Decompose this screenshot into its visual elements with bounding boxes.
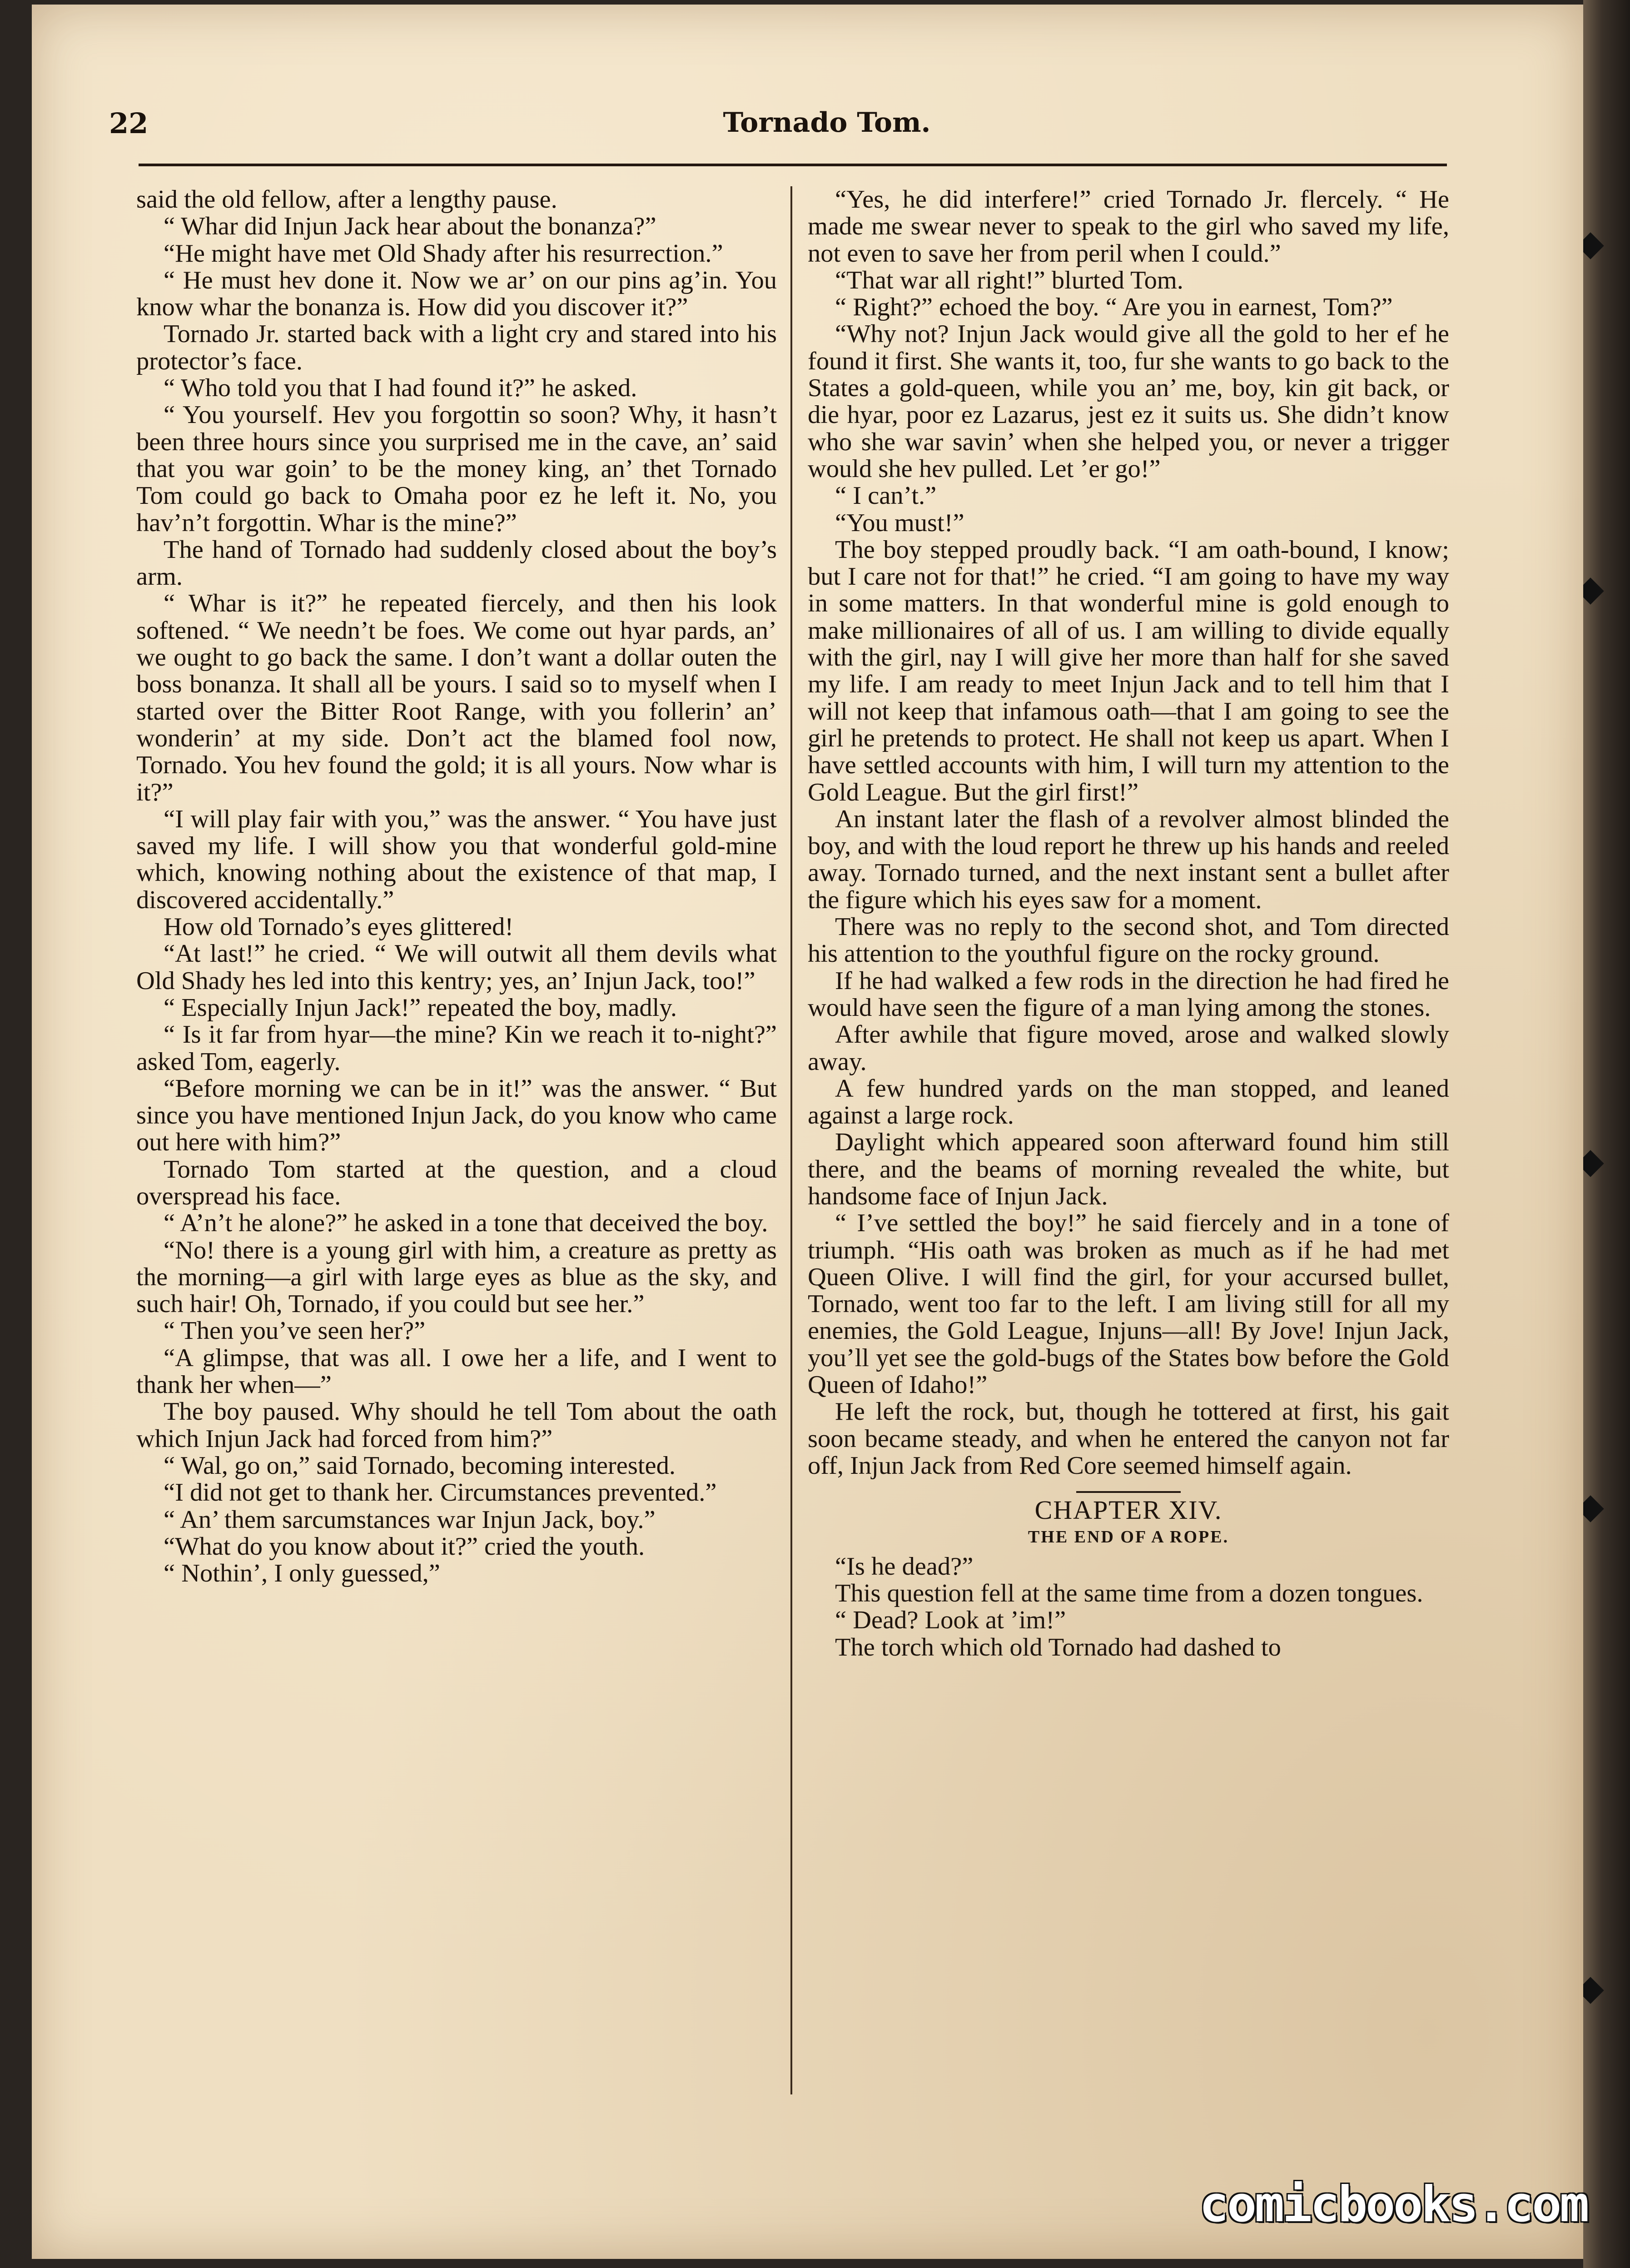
column-divider	[790, 186, 792, 2094]
left-column	[136, 186, 777, 1587]
paragraph: “Why not? Injun Jack would give all the gold to her ef he found it first. She wants it, too, fur she wants to go back to the States a gold-queen, while you an’ me, boy, kin git back, or die hyar, poor ez Lazarus, jest ez it suits us. She didn’t know who she war savin’ when she helped you, or never a trigger would she hev pulled. Let ’er go!”	[808, 320, 1449, 483]
paragraph: “ Whar is it?” he repeated fiercely, and then his look softened. “ We needn’t be foes. We come out hyar pards, an’ we ought to go back the same. I don’t want a dollar outen the boss bonanza. It shall all be yours. I said so to myself when I started over the Bitter Root Range, with you follerin’ an’ wonderin’ at my side. Don’t act the blamed fool now, Tornado. You hev found the gold; it is all yours. Now whar is it?”	[136, 589, 777, 806]
paragraph: The boy stepped proudly back. “I am oath-bound, I know; but I care not for that!” he cried. “I am going to have my way in some matters. In that wonderful mine is gold enough to make millionaires of all of us. I am willing to divide equally with the girl, nay I will give her more than half for she saved my life. I am ready to meet Injun Jack and to tell him that I will not keep that infamous oath—that I am going to see the girl he pretends to protect. He shall not keep us apart. When I have settled accounts with him, I will turn my attention to the Gold League. But the girl first!”	[808, 535, 1449, 806]
paragraph: “He might have met Old Shady after his resurrection.”	[164, 239, 723, 268]
paragraph: “No! there is a young girl with him, a creature as pretty as the morning—a girl with large eyes as blue as the sky, and such hair! Oh, Tornado, if you could but see her.”	[136, 1236, 777, 1318]
paragraph: “You must!”	[835, 508, 964, 537]
paragraph: “That war all right!” blurted Tom.	[835, 266, 1183, 294]
paragraph: Daylight which appeared soon afterward found him still there, and the beams of morning revealed the white, but handsome face of Injun Jack.	[808, 1128, 1449, 1210]
paragraph: “ Dead? Look at ’im!”	[835, 1606, 1066, 1635]
paragraph: “ I’ve settled the boy!” he said fiercely and in a tone of triumph. “His oath was broken as much as if he had met Queen Olive. I will find the girl, for your accursed bullet, Tornado, went too far to the left. I am living still for all my enemies, the Gold League, Injuns—all! By Jove! Injun Jack, you’ll yet see the gold-bugs of the States bow before the Gold Queen of Idaho!”	[808, 1209, 1449, 1399]
paragraph: The hand of Tornado had suddenly closed about the boy’s arm.	[136, 535, 777, 591]
paragraph: The torch which old Tornado had dashed to	[835, 1633, 1281, 1661]
paragraph: A few hundred yards on the man stopped, and leaned against a large rock.	[808, 1074, 1449, 1130]
paragraph: “ Who told you that I had found it?” he asked.	[164, 374, 637, 403]
paragraph: Tornado Jr. started back with a light cry and stared into his protector’s face.	[136, 320, 777, 375]
paragraph: “At last!” he cried. “ We will outwit all them devils what Old Shady hes led into this kentry; yes, an’ Injun Jack, too!”	[136, 940, 777, 995]
paragraph: “ Whar did Injun Jack hear about the bonanza?”	[164, 212, 656, 241]
paragraph: “ Is it far from hyar—the mine? Kin we reach it to-night?” asked Tom, eagerly.	[136, 1020, 777, 1076]
page-number: 22	[109, 107, 149, 140]
paragraph: “ Especially Injun Jack!” repeated the boy, madly.	[164, 993, 677, 1022]
paragraph: “ Wal, go on,” said Tornado, becoming interested.	[164, 1451, 676, 1480]
header-rule	[139, 164, 1447, 166]
paragraph: How old Tornado’s eyes glittered!	[164, 913, 514, 941]
watermark: comicbooks.com	[1199, 2176, 1588, 2233]
right-column	[808, 186, 1449, 1661]
paragraph: said the old fellow, after a lengthy pause.	[136, 185, 557, 214]
paragraph: “ Right?” echoed the boy. “ Are you in earnest, Tom?”	[835, 293, 1393, 322]
paragraph: “A glimpse, that was all. I owe her a life, and I went to thank her when—”	[136, 1343, 777, 1399]
paragraph: Tornado Tom started at the question, and a cloud overspread his face.	[136, 1155, 777, 1210]
paragraph: If he had walked a few rods in the direction he had fired he would have seen the figure of a man lying among the stones.	[808, 966, 1449, 1022]
paragraph: “ You yourself. Hev you forgottin so soon? Why, it hasn’t been three hours since you surprised me in the cave, an’ said that you war goin’ to be the money king, an’ thet Tornado Tom could go back to Omaha poor ez he left it. No, you hav’n’t forgottin. Whar is the mine?”	[136, 401, 777, 537]
paragraph: “I will play fair with you,” was the answer. “ You have just saved my life. I will show you that wonderful gold-mine which, knowing nothing about the existence of that map, I discovered accidentally.”	[136, 805, 777, 914]
paragraph: “ A’n’t he alone?” he asked in a tone that deceived the boy.	[164, 1209, 768, 1238]
paragraph: He left the rock, but, though he tottered at first, his gait soon became steady, and when he entered the canyon not far off, Injun Jack from Red Core seemed himself again.	[808, 1398, 1449, 1480]
paragraph: “Before morning we can be in it!” was the answer. “ But since you have mentioned Injun Jack, do you know who came out here with him?”	[136, 1074, 777, 1157]
paragraph: The boy paused. Why should he tell Tom about the oath which Injun Jack had forced from him?”	[136, 1398, 777, 1453]
paragraph: “ Nothin’, I only guessed,”	[164, 1559, 440, 1588]
paragraph: “ Then you’ve seen her?”	[164, 1317, 426, 1345]
chapter-subtitle: THE END OF A ROPE.	[1028, 1527, 1229, 1547]
binding-edge	[1583, 0, 1630, 2268]
paragraph: “I did not get to thank her. Circumstances prevented.”	[164, 1478, 717, 1507]
paragraph: An instant later the flash of a revolver almost blinded the boy, and with the loud report he threw up his hands and reeled away. Tornado turned, and the next instant sent a bullet after the figure which his eyes saw for a moment.	[808, 805, 1449, 914]
paragraph: “ An’ them sarcumstances war Injun Jack, boy.”	[164, 1505, 656, 1534]
paragraph: There was no reply to the second shot, and Tom directed his attention to the youthful figure on the rocky ground.	[808, 913, 1449, 968]
paragraph: “ I can’t.”	[835, 482, 937, 510]
page-header	[109, 107, 1458, 148]
paragraph: “Is he dead?”	[835, 1552, 974, 1581]
paragraph: “ He must hev done it. Now we ar’ on our pins ag’in. You know whar the bonanza is. How did you discover it?”	[136, 266, 777, 322]
paragraph: “Yes, he did interfere!” cried Tornado Jr. flercely. “ He made me swear never to speak to the girl who saved my life, not even to save her from peril when I could.”	[808, 185, 1449, 268]
chapter-heading: CHAPTER XIV.	[1034, 1495, 1222, 1525]
running-title: Tornado Tom.	[723, 107, 931, 139]
paragraph: This question fell at the same time from a dozen tongues.	[835, 1579, 1423, 1608]
paragraph: “What do you know about it?” cried the youth.	[164, 1532, 645, 1561]
paragraph: After awhile that figure moved, arose and walked slowly away.	[808, 1020, 1449, 1076]
chapter-rule	[1076, 1491, 1181, 1493]
